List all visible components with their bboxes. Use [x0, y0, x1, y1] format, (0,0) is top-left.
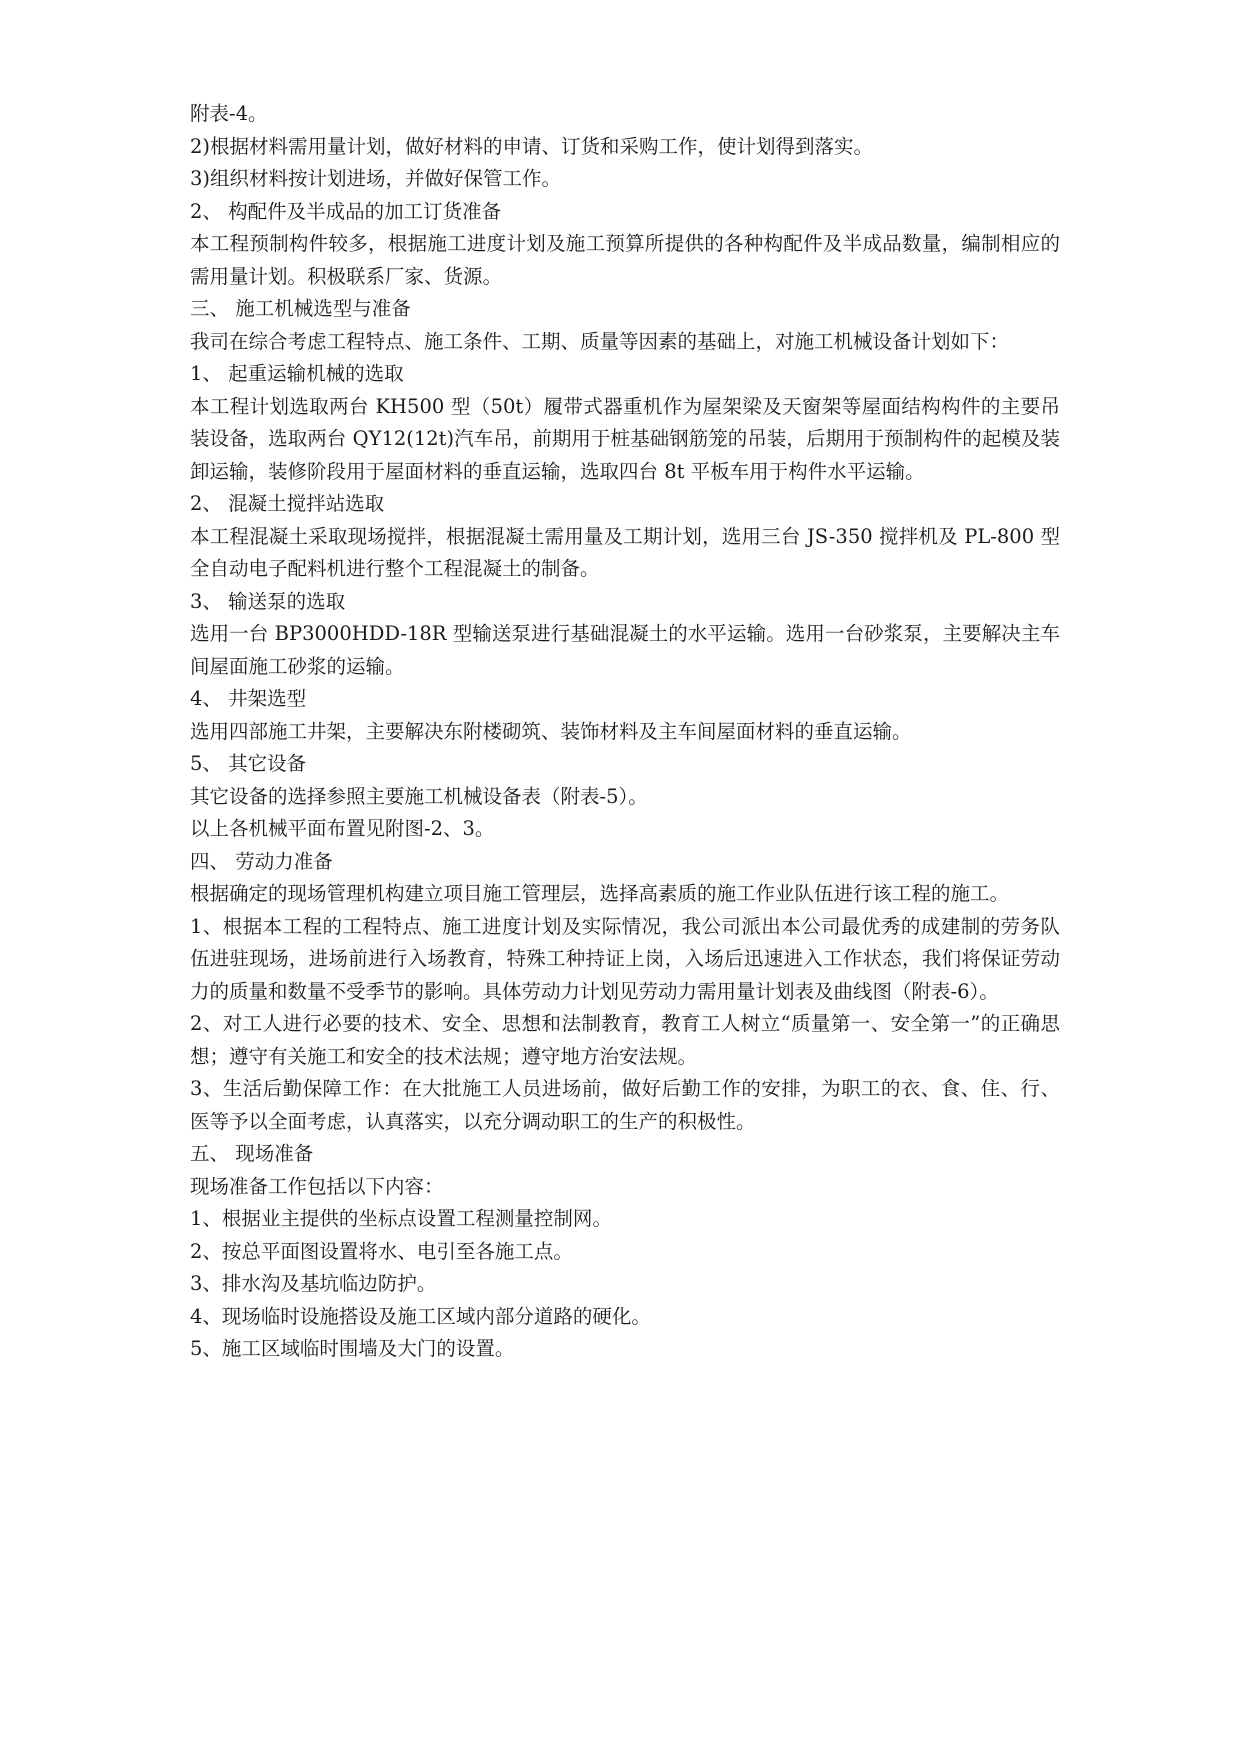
paragraph: 根据确定的现场管理机构建立项目施工管理层，选择高素质的施工作业队伍进行该工程的施工。	[190, 882, 1010, 905]
paragraph: 本工程混凝土采取现场搅拌，根据混凝土需用量及工期计划，选用三台 JS-350 搅拌机及 PL-800 型全自动电子配料机进行整个工程混凝土的制备。	[190, 524, 1060, 580]
list-item: 3、排水沟及基坑临边防护。	[190, 1272, 437, 1295]
paragraph: 本工程预制构件较多，根据施工进度计划及施工预算所提供的各种构配件及半成品数量，编制相应的需用量计划。积极联系厂家、货源。	[190, 232, 1060, 288]
list-item: 5、施工区域临时围墙及大门的设置。	[190, 1337, 515, 1360]
paragraph: 2)根据材料需用量计划，做好材料的申请、订货和采购工作，使计划得到落实。	[190, 134, 874, 158]
paragraph: 其它设备的选择参照主要施工机械设备表（附表-5）。	[190, 784, 648, 808]
section-heading: 1、 起重运输机械的选取	[190, 362, 404, 385]
list-item: 4、现场临时设施搭设及施工区域内部分道路的硬化。	[190, 1304, 651, 1328]
paragraph: 现场准备工作包括以下内容：	[190, 1174, 444, 1198]
section-heading: 三、 施工机械选型与准备	[190, 297, 411, 320]
section-heading: 五、 现场准备	[190, 1142, 314, 1165]
list-item: 2、按总平面图设置将水、电引至各施工点。	[190, 1239, 573, 1263]
paragraph: 选用一台 BP3000HDD-18R 型输送泵进行基础混凝土的水平运输。选用一台砂浆泵，主要解决主车间屋面施工砂浆的运输。	[190, 622, 1060, 678]
paragraph: 附表-4。	[190, 102, 268, 125]
list-item: 1、根据业主提供的坐标点设置工程测量控制网。	[190, 1207, 612, 1230]
paragraph: 我司在综合考虑工程特点、施工条件、工期、质量等因素的基础上，对施工机械设备计划如下：	[190, 329, 1010, 353]
paragraph: 以上各机械平面布置见附图-2、3。	[190, 817, 495, 840]
paragraph: 2、对工人进行必要的技术、安全、思想和法制教育，教育工人树立“质量第一、安全第一”的正确思想；遵守有关施工和安全的技术法规；遵守地方治安法规。	[190, 1012, 1060, 1068]
section-heading: 3、 输送泵的选取	[190, 589, 346, 613]
section-heading: 4、 井架选型	[190, 687, 307, 710]
paragraph: 1、根据本工程的工程特点、施工进度计划及实际情况，我公司派出本公司最优秀的成建制的劳务队伍进驻现场，进场前进行入场教育，特殊工种持证上岗，入场后迅速进入工作状态，我们将保证劳动力的质量和数量不受季节的影响。具体劳动力计划见劳动力需用量计划表及曲线图（附表-6）。	[190, 914, 1060, 1003]
paragraph: 3)组织材料按计划进场，并做好保管工作。	[190, 167, 562, 190]
paragraph: 本工程计划选取两台 KH500 型（50t）履带式器重机作为屋架梁及天窗架等屋面结构构件的主要吊装设备，选取两台 QY12(12t)汽车吊，前期用于桩基础钢筋笼的吊装，后期用于预制构件的起模及装卸运输，装修阶段用于屋面材料的垂直运输，选取四台 8t 平板车用于构件水平运输。	[190, 394, 1060, 483]
paragraph: 3、生活后勤保障工作：在大批施工人员进场前，做好后勤工作的安排，为职工的衣、食、住、行、医等予以全面考虑，认真落实，以充分调动职工的生产的积极性。	[190, 1077, 1060, 1133]
section-heading: 2、 混凝土搅拌站选取	[190, 492, 385, 515]
document-body	[190, 98, 1060, 1366]
section-heading: 5、 其它设备	[190, 752, 307, 775]
paragraph: 选用四部施工井架，主要解决东附楼砌筑、装饰材料及主车间屋面材料的垂直运输。	[190, 719, 912, 743]
section-heading: 2、 构配件及半成品的加工订货准备	[190, 199, 502, 223]
section-heading: 四、 劳动力准备	[190, 849, 333, 873]
